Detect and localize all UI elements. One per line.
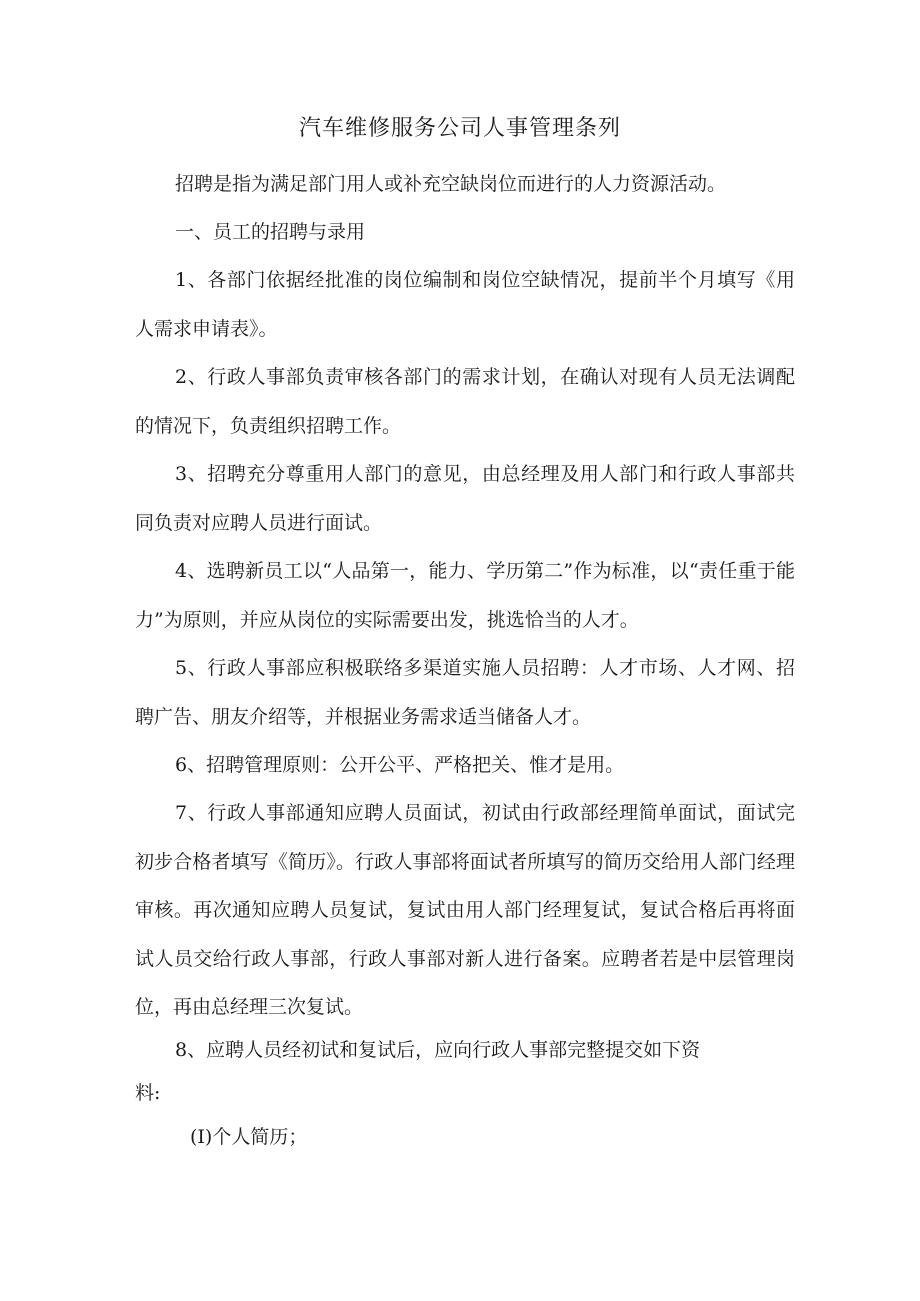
paragraph-item-8-line-2: 料:	[135, 1082, 161, 1104]
intro-paragraph: 招聘是指为满足部门用人或补充空缺岗位而进行的人力资源活动。	[175, 173, 727, 195]
section-heading: 一、员工的招聘与录用	[175, 221, 366, 243]
paragraph-item-1: 1、各部门依据经批准的岗位编制和岗位空缺情况，提前半个月填写《用人需求申请表》。	[135, 269, 795, 340]
sub-list-item-1: (I)个人简历；	[190, 1126, 308, 1148]
paragraph-item-2: 2、行政人事部负责审核各部门的需求计划，在确认对现有人员无法调配的情况下，负责组织招聘工作。	[135, 366, 795, 437]
paragraph-item-5: 5、行政人事部应积极联络多渠道实施人员招聘：人才市场、人才网、招聘广告、朋友介绍等，并根据业务需求适当储备人才。	[135, 657, 795, 728]
paragraph-item-3: 3、招聘充分尊重用人部门的意见，由总经理及用人部门和行政人事部共同负责对应聘人员进行面试。	[135, 463, 795, 534]
paragraph-item-7: 7、行政人事部通知应聘人员面试，初试由行政部经理简单面试，面试完初步合格者填写《简历》。行政人事部将面试者所填写的简历交给用人部门经理审核。再次通知应聘人员复试，复试由用人部门经理复试，复试合格后再将面试人员交给行政人事部，行政人事部对新人进行备案。应聘者若是中层管理岗位，再由总经理三次复试。	[135, 802, 795, 1018]
paragraph-item-6: 6、招聘管理原则：公开公平、严格把关、惟才是用。	[175, 754, 625, 776]
document-title: 汽车维修服务公司人事管理条列	[298, 116, 621, 141]
paragraph-item-4: 4、选聘新员工以“人品第一，能力、学历第二”作为标准，以“责任重于能力”为原则，并应从岗位的实际需要出发，挑选恰当的人才。	[135, 560, 795, 631]
paragraph-item-8-line-1: 8、应聘人员经初试和复试后，应向行政人事部完整提交如下资	[175, 1039, 701, 1061]
